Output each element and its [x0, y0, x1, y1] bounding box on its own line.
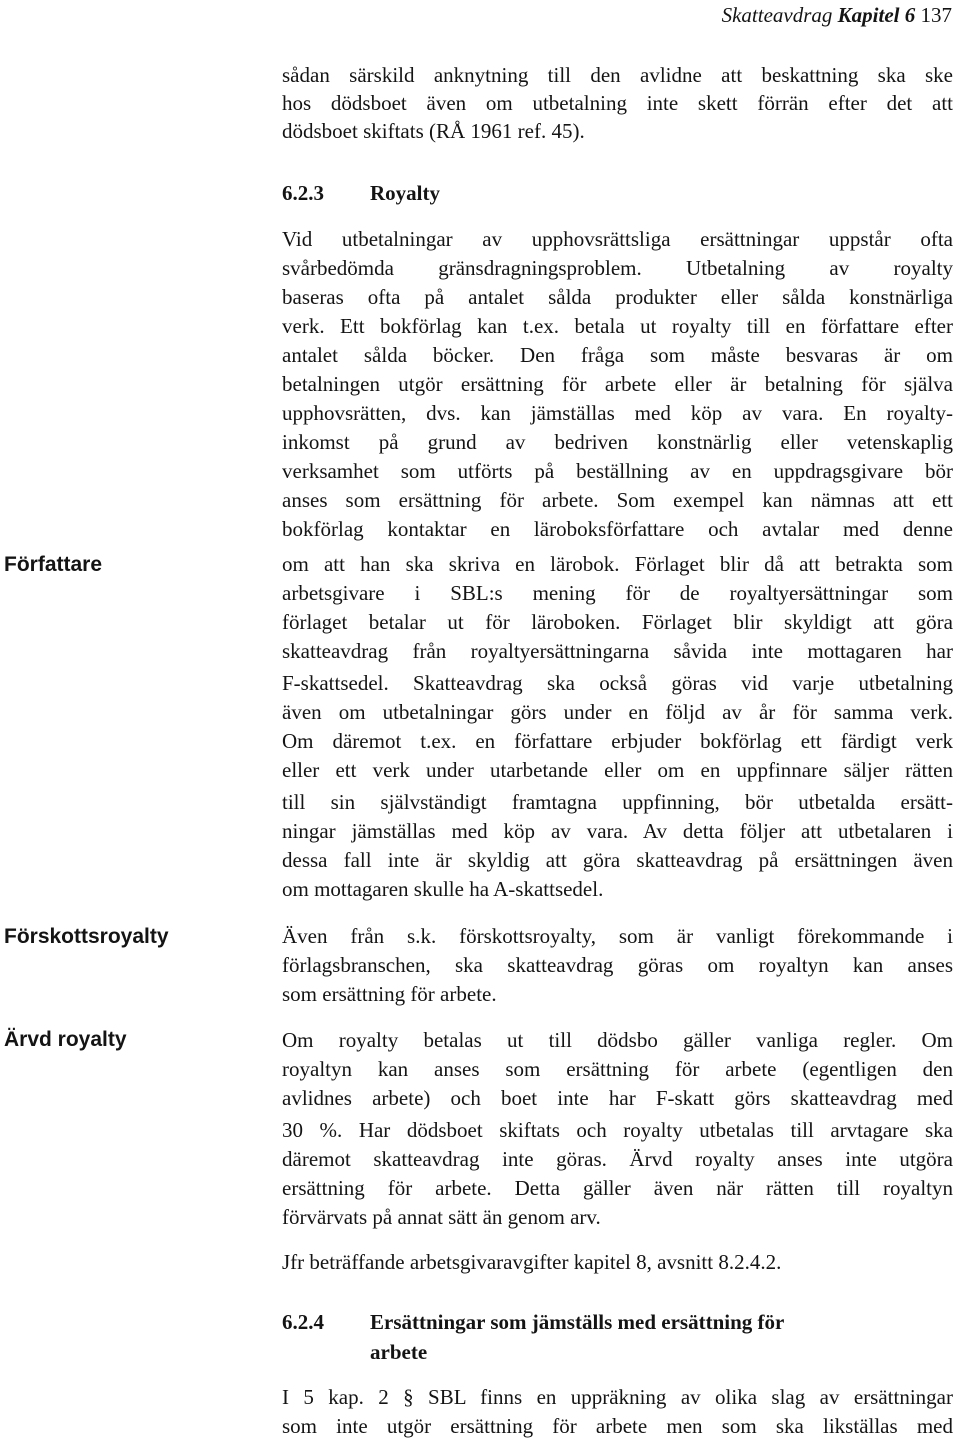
body-line: sådan särskild anknytning till den avlidne att beskattning ska ske: [282, 63, 953, 87]
body-line: ersättning för arbete. Detta gäller även när rätten till royaltyn: [282, 1176, 953, 1200]
body-line: svårbedömda gränsdragningsproblem. Utbetalning av royalty: [282, 256, 953, 280]
body-line: Vid utbetalningar av upphovsrättsliga ersättningar uppstår ofta: [282, 227, 953, 251]
body-line: inkomst på grund av bedriven konstnärlig eller vetenskaplig: [282, 430, 953, 454]
body-line: som ersättning för arbete.: [282, 982, 497, 1006]
section-number: 6.2.3: [282, 181, 324, 205]
body-line: antalet sålda böcker. Den fråga som måste besvaras är om: [282, 343, 953, 367]
body-line: däremot skatteavdrag inte göras. Ärvd royalty anses inte utgöra: [282, 1147, 953, 1171]
margin-note-arvd-royalty: Ärvd royalty: [4, 1028, 127, 1051]
body-line: ningar jämställas med köp av vara. Av detta följer att utbetalaren i: [282, 819, 953, 843]
body-line: förlagsbranschen, ska skatteavdrag göras om royaltyn kan anses: [282, 953, 953, 977]
body-line: förlaget betalar ut för läroboken. Förlaget blir skyldigt att göra: [282, 610, 953, 634]
section-number: 6.2.4: [282, 1310, 324, 1334]
body-line: eller ett verk under utarbetande eller om en uppfinnare säljer rätten: [282, 758, 953, 782]
body-line: betalningen utgör ersättning för arbete eller är betalning för själva: [282, 372, 953, 396]
body-line: anses som ersättning för arbete. Som exempel kan nämnas att ett: [282, 488, 953, 512]
body-line: skatteavdrag från royaltyersättningarna såvida inte mottagaren har: [282, 639, 953, 663]
body-line: om mottagaren skulle ha A-skattsedel.: [282, 877, 604, 901]
body-line: om att han ska skriva en lärobok. Förlaget blir då att betrakta som: [282, 552, 953, 576]
body-line: 30 %. Har dödsboet skiftats och royalty utbetalas till arvtagare ska: [282, 1118, 953, 1142]
body-line: som inte utgör ersättning för arbete men som ska likställas med: [282, 1414, 953, 1438]
body-line: upphovsrätten, dvs. kan jämställas med köp av vara. En royalty-: [282, 401, 953, 425]
body-line: dessa fall inte är skyldig att göra skatteavdrag på ersättningen även: [282, 848, 953, 872]
body-line: F-skattsedel. Skatteavdrag ska också göras vid varje utbetalning: [282, 671, 953, 695]
running-header: [722, 0, 952, 30]
body-line: bokförlag kontaktar en läroboksförfattare och avtalar med denne: [282, 517, 953, 541]
header-chapter: Kapitel 6: [837, 3, 916, 27]
header-section: Skatteavdrag: [721, 3, 833, 27]
margin-note-forskottsroyalty: Förskottsroyalty: [4, 925, 169, 948]
section-title: Royalty: [370, 181, 440, 205]
body-line: Även från s.k. förskottsroyalty, som är vanligt förekommande i: [282, 924, 953, 948]
body-line: förvärvats på annat sätt än genom arv.: [282, 1205, 601, 1229]
body-line: baseras ofta på antalet sålda produkter eller sålda konstnärliga: [282, 285, 953, 309]
section-title: arbete: [370, 1340, 428, 1364]
body-line: hos dödsboet även om utbetalning inte skett förrän efter det att: [282, 91, 953, 115]
body-line: Om däremot t.ex. en författare erbjuder bokförlag ett färdigt verk: [282, 729, 953, 753]
body-line: även om utbetalningar görs under en följd av år för samma verk.: [282, 700, 953, 724]
body-line: verk. Ett bokförlag kan t.ex. betala ut royalty till en författare efter: [282, 314, 953, 338]
margin-note-forfattare: Författare: [4, 553, 103, 576]
section-title: Ersättningar som jämställs med ersättning för: [370, 1310, 785, 1334]
body-line: Jfr beträffande arbetsgivaravgifter kapitel 8, avsnitt 8.2.4.2.: [282, 1250, 782, 1274]
body-line: I 5 kap. 2 § SBL finns en uppräkning av olika slag av ersättningar: [282, 1385, 953, 1409]
body-line: Om royalty betalas ut till dödsbo gäller vanliga regler. Om: [282, 1028, 953, 1052]
body-line: avlidnes arbete) och boet inte har F-skatt görs skatteavdrag med: [282, 1086, 953, 1110]
body-line: arbetsgivare i SBL:s mening för de royaltyersättningar som: [282, 581, 953, 605]
body-line: dödsboet skiftats (RÅ 1961 ref. 45).: [282, 119, 585, 143]
page-number: 137: [920, 3, 952, 27]
body-line: till sin självständigt framtagna uppfinning, bör utbetalda ersätt-: [282, 790, 953, 814]
body-line: royaltyn kan anses som ersättning för arbete (egentligen den: [282, 1057, 953, 1081]
body-line: verksamhet som utförts på beställning av en uppdragsgivare bör: [282, 459, 953, 483]
